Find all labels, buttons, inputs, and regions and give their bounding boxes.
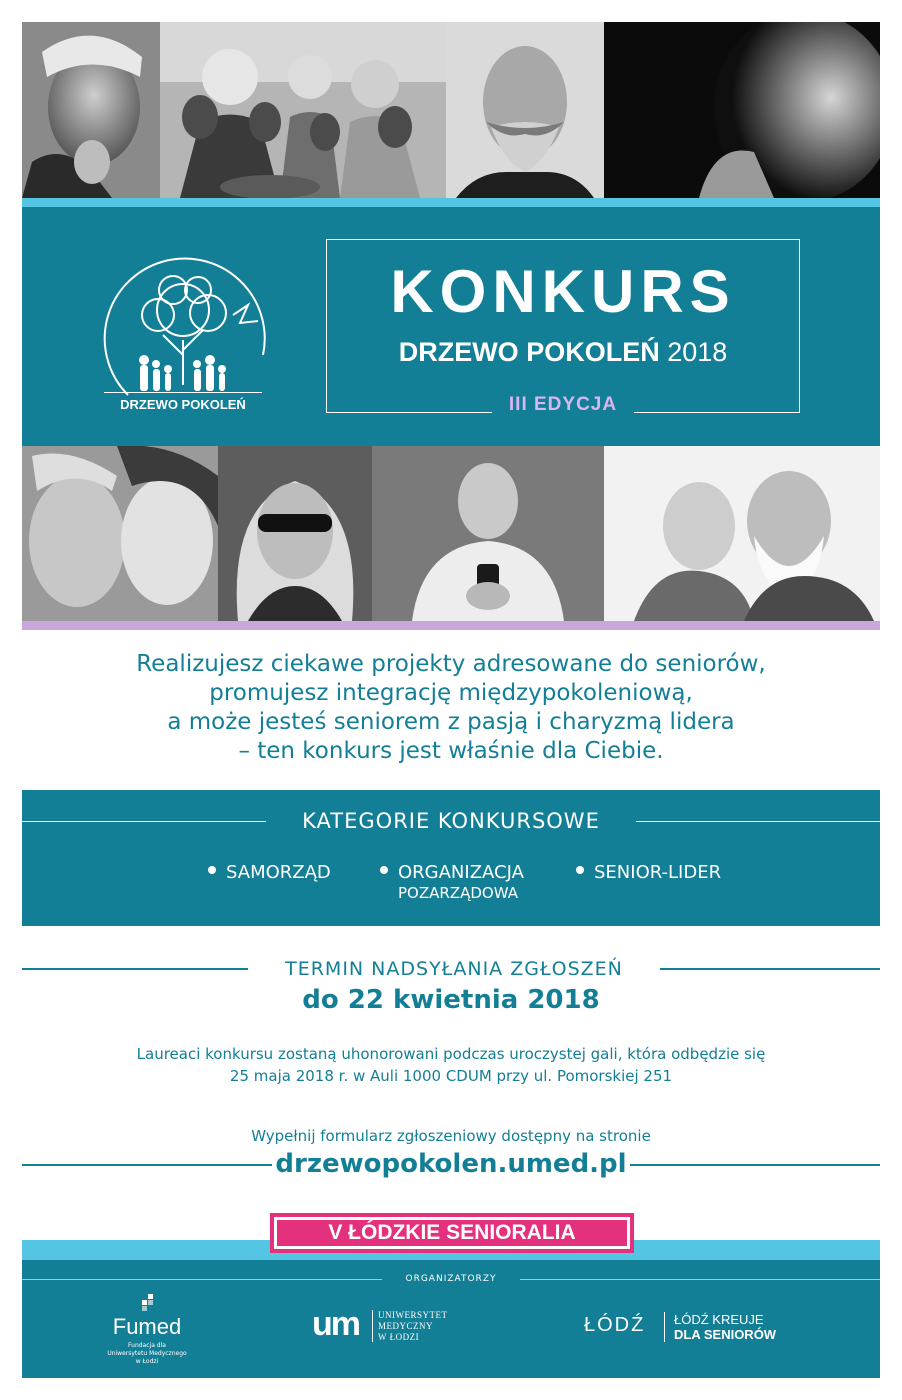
contest-subtitle — [326, 335, 800, 369]
subtitle-name: DRZEWO POKOLEŃ — [398, 337, 660, 367]
categories-panel — [22, 790, 880, 926]
umed-line: MEDYCZNY — [378, 1321, 433, 1331]
umed-mark: um — [312, 1305, 359, 1343]
photo-grandfather-and-grandson — [604, 446, 880, 621]
photo-man-with-phone — [372, 446, 604, 621]
lodz-line: DLA SENIORÓW — [674, 1327, 777, 1342]
edition-label: III EDYCJA — [508, 394, 618, 415]
intro-line: a może jesteś seniorem z pasją i charyzmą lidera — [167, 709, 735, 735]
organizers-panel — [22, 1260, 880, 1378]
deadline-date: do 22 kwietnia 2018 — [302, 985, 600, 1015]
intro-line: Realizujesz ciekawe projekty adresowane do seniorów, — [136, 651, 766, 677]
photo-senior-man-thinking — [22, 22, 160, 198]
lodz-text — [674, 1312, 776, 1342]
deadline-heading: TERMIN NADSYŁANIA ZGŁOSZEŃ — [285, 958, 623, 980]
category-sublabel: POZARZĄDOWA — [398, 884, 518, 902]
intro-text — [22, 650, 880, 766]
banner-ribbon — [270, 1213, 634, 1255]
bullet-icon — [576, 866, 584, 874]
category-item — [576, 862, 721, 883]
gala-info — [22, 1043, 880, 1087]
organizers-heading: ORGANIZATORZY — [405, 1274, 497, 1284]
gala-line: 25 maja 2018 r. w Auli 1000 CDUM przy ul. Pomorskiej 251 — [229, 1067, 673, 1085]
lodz-mark: ŁÓDŹ — [584, 1314, 646, 1336]
photo-man-with-mustache — [446, 22, 604, 198]
fumed-name: Fumed — [112, 1314, 182, 1339]
fumed-logo — [102, 1292, 192, 1372]
subtitle-year: 2018 — [667, 337, 728, 367]
umed-logo — [312, 1305, 472, 1348]
categories-heading: KATEGORIE KONKURSOWE — [302, 809, 600, 833]
website-link[interactable]: drzewopokolen.umed.pl — [275, 1149, 627, 1179]
bullet-icon — [380, 866, 388, 874]
photo-woman-with-sunglasses — [218, 446, 372, 621]
photo-bottom-stripe — [22, 621, 880, 630]
hero-panel — [22, 207, 880, 446]
intro-line: – ten konkurs jest właśnie dla Ciebie. — [238, 738, 664, 764]
tree-icon — [98, 245, 268, 405]
lodz-line: ŁÓDŹ KREUJE — [674, 1312, 764, 1327]
category-item — [208, 862, 331, 883]
contest-title: KONKURS — [390, 258, 736, 325]
fumed-desc-line: w Łodzi — [135, 1358, 159, 1365]
intro-line: promujesz integrację międzypokoleniową, — [209, 680, 693, 706]
category-label: SENIOR-LIDER — [594, 862, 722, 883]
fumed-desc — [102, 1342, 192, 1366]
photo-senior-woman-closeup — [604, 22, 880, 198]
photo-grandmother-and-granddaughter — [22, 446, 218, 621]
category-label: ORGANIZACJA — [398, 862, 524, 883]
umed-line: W ŁODZI — [378, 1332, 420, 1342]
logo-label: DRZEWO POKOLEŃ — [120, 397, 246, 412]
lodz-logo — [584, 1310, 814, 1350]
umed-line: UNIWERSYTET — [378, 1310, 448, 1320]
photo-pottery-workshop-group — [160, 22, 446, 198]
fumed-desc-line: Fundacja dla — [128, 1342, 166, 1349]
fumed-desc-line: Uniwersytetu Medycznego — [107, 1350, 187, 1357]
gala-line: Laureaci konkursu zostaną uhonorowani podczas uroczystej gali, która odbędzie się — [136, 1045, 766, 1063]
category-label: SAMORZĄD — [226, 862, 331, 883]
form-info: Wypełnij formularz zgłoszeniowy dostępny na stronie — [251, 1127, 651, 1145]
hero-top-stripe — [22, 198, 880, 207]
category-item — [380, 862, 524, 903]
drzewo-pokolen-logo — [98, 245, 268, 425]
fumed-pixel-icon — [102, 1292, 192, 1314]
umed-text — [378, 1310, 448, 1343]
bullet-icon — [208, 866, 216, 874]
banner-label: V ŁÓDZKIE SENIORALIA — [328, 1221, 576, 1244]
